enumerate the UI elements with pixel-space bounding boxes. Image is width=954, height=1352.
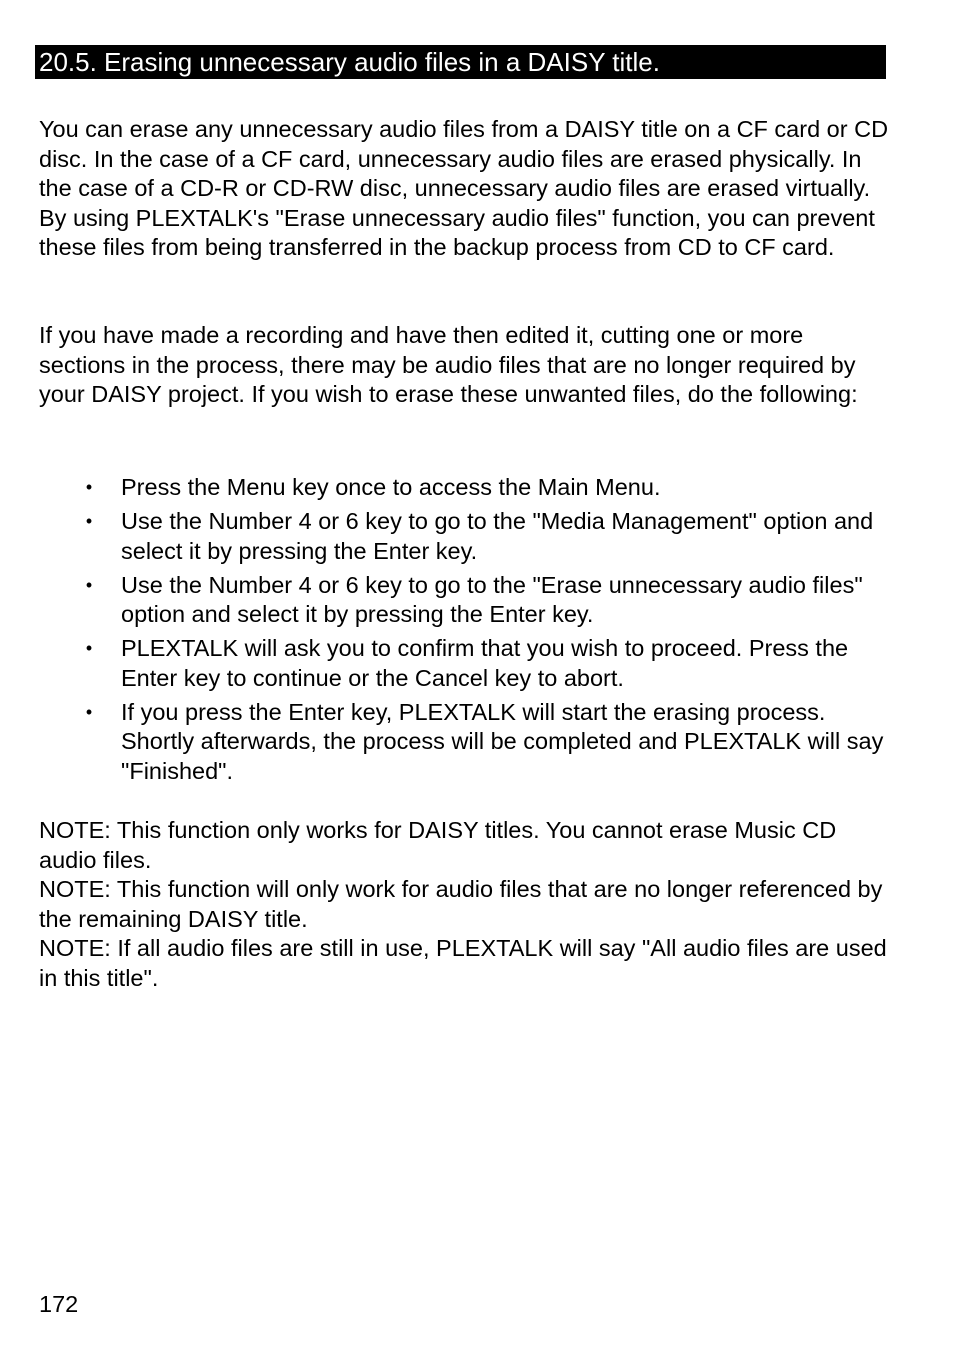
note-referenced-files: NOTE: This function will only work for audio files that are no longer referenced by the remaining DAISY title. <box>39 876 883 932</box>
context-paragraph: If you have made a recording and have then edited it, cutting one or more sections in the process, there may be audio files that are no longer required by your DAISY project. If you wish to erase these unwanted files, do the following: <box>39 322 858 407</box>
list-item <box>39 698 889 787</box>
procedure-steps-list <box>39 473 889 791</box>
list-item <box>39 473 889 503</box>
step-text: Press the Menu key once to access the Main Menu. <box>121 474 661 500</box>
step-text: PLEXTALK will ask you to confirm that you wish to proceed. Press the Enter key to continue or the Cancel key to abort. <box>121 635 849 691</box>
list-item <box>39 634 889 693</box>
bullet-icon: • <box>85 638 93 658</box>
step-text: Use the Number 4 or 6 key to go to the "Erase unnecessary audio files" option and select it by pressing the Enter key. <box>121 571 863 627</box>
list-item <box>39 507 889 566</box>
bullet-icon: • <box>85 574 93 595</box>
bullet-icon: • <box>85 701 93 722</box>
notes-block <box>39 816 889 993</box>
note-all-files-in-use: NOTE: If all audio files are still in use, PLEXTALK will say "All audio files are used in this title". <box>39 935 887 991</box>
intro-paragraph: You can erase any unnecessary audio files from a DAISY title on a CF card or CD disc. In the case of a CF card, unnecessary audio files are erased physically. In the case of a CD-R or CD-RW disc, unnecessary audio files are erased virtually. By using PLEXTALK's "Erase unnecessary audio files" function, you can prevent these files from being transferred in the backup process from CD to CF card. <box>39 116 889 260</box>
section-heading: 20.5. Erasing unnecessary audio files in a DAISY title. <box>35 45 886 79</box>
step-text: Use the Number 4 or 6 key to go to the "Media Management" option and select it by pressing the Enter key. <box>121 508 874 564</box>
bullet-icon: • <box>85 511 93 531</box>
step-text: If you press the Enter key, PLEXTALK will start the erasing process. Shortly afterwards, the process will be completed and PLEXTALK will say "Finished". <box>121 698 884 784</box>
page-number: 172 <box>39 1291 79 1317</box>
bullet-icon: • <box>85 477 93 497</box>
list-item <box>39 571 889 630</box>
note-music-cd: NOTE: This function only works for DAISY titles. You cannot erase Music CD audio files. <box>39 817 837 873</box>
